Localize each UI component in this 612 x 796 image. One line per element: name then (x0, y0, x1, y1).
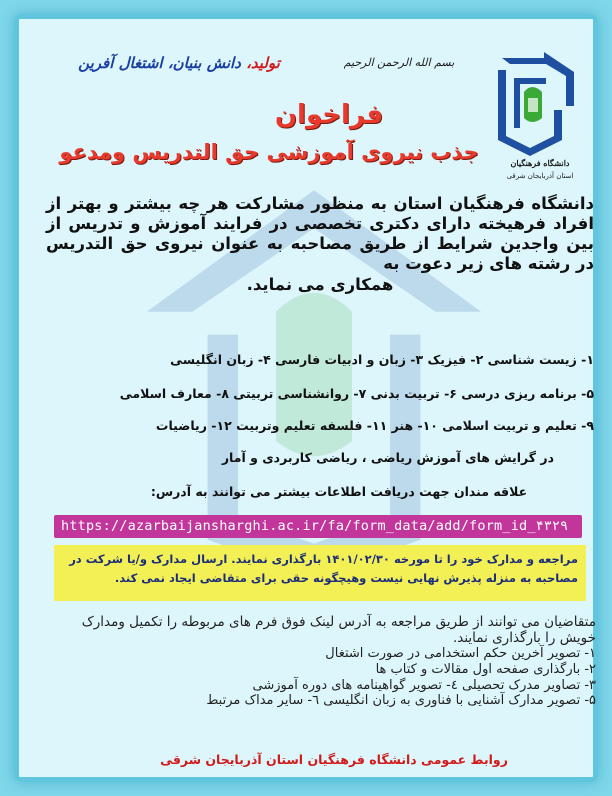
slogan-part-3: اشتغال آفرین (78, 54, 163, 72)
list-item: ۲- بارگذاری صفحه اول مقالات و کتاب ها (375, 661, 596, 677)
deadline-notice (54, 545, 586, 601)
page-subtitle: جذب نیروی آموزشی حق التدریس ومدعو (59, 140, 479, 164)
notice-line-2: مصاحبه به منزله پذیرش نهایی نیست وهیچگونه حقی برای متقاضی ایجاد نمی کند. (114, 570, 578, 585)
list-item: ۵- تصویر مدارک آشنایی با فناوری به زبان انگلیسی ٦- سایر مداک مرتبط (206, 693, 596, 709)
intro-last-line: همکاری می نماید. (246, 274, 394, 294)
majors-line-2: ۵- برنامه ریزی درسی ۶- تربیت بدنی ۷- روانشناسی تربیتی ۸- معارف اسلامی (119, 386, 594, 401)
form-link[interactable]: https://azarbaijansharghi.ac.ir/fa/form_data/add/form_id_۴۳۲۹ (54, 515, 582, 538)
intro-paragraph (46, 194, 594, 295)
logo-text-1: دانشگاه فرهنگیان (510, 158, 570, 168)
slogan (64, 54, 294, 72)
majors-line-4: در گرایش های آموزش ریاضی ، ریاضی کاربردی و آمار (221, 450, 554, 465)
footer-text: روابط عمومی دانشگاه فرهنگیان استان آذربایجان شرقی (160, 752, 508, 767)
poster-frame (14, 14, 598, 782)
applicants-section (48, 614, 596, 709)
list-item: ۱- تصویر آخرین حکم استخدامی در صورت اشتغال (325, 646, 596, 662)
slogan-part-2: دانش بنیان، (167, 54, 241, 72)
applicants-intro: متقاضیان می توانند از طریق مراجعه به آدرس لینک فوق فرم های مربوطه را تکمیل ومدارک خویش را بارگذاری نمایند. (81, 614, 596, 647)
majors-line-3: ۹- تعلیم و تربیت اسلامی ۱۰- هنر ۱۱- فلسفه تعلیم وتربیت ۱۲- ریاضیات (155, 418, 594, 433)
basmala: بسم الله الرحمن الرحیم (343, 56, 455, 69)
list-item: ۳- تصاویر مدرک تحصیلی ٤- تصویر گواهینامه های دوره آموزشی (252, 677, 596, 693)
notice-line-1: مراجعه و مدارک خود را تا مورخه ۱۴۰۱/۰۲/۳۰ بارگذاری نمایند. ارسال مدارک و/یا شرکت در (69, 552, 578, 566)
logo-text-2: استان آذربایجان شرقی (506, 172, 574, 180)
interested-text: علاقه مندان جهت دریافت اطلاعات بیشتر می توانند به آدرس: (150, 484, 528, 499)
majors-line-1: ۱- زیست شناسی ۲- فیزیک ۳- زبان و ادبیات فارسی ۴- زبان انگلیسی (170, 352, 594, 367)
slogan-part-1: تولید، (246, 54, 280, 72)
university-logo-icon (484, 48, 596, 184)
intro-text: دانشگاه فرهنگیان استان به منظور مشارکت هر چه بیشتر و بهتر از افراد فرهیخته دارای دکتری تخصصی در فرایند آموزش و تدریس از بین واجدین شرایط از طریق مصاحبه به عنوان نیروی حق التدریس در رشته های زیر دعوت به (46, 194, 594, 274)
page-title: فراخوان (274, 100, 384, 130)
